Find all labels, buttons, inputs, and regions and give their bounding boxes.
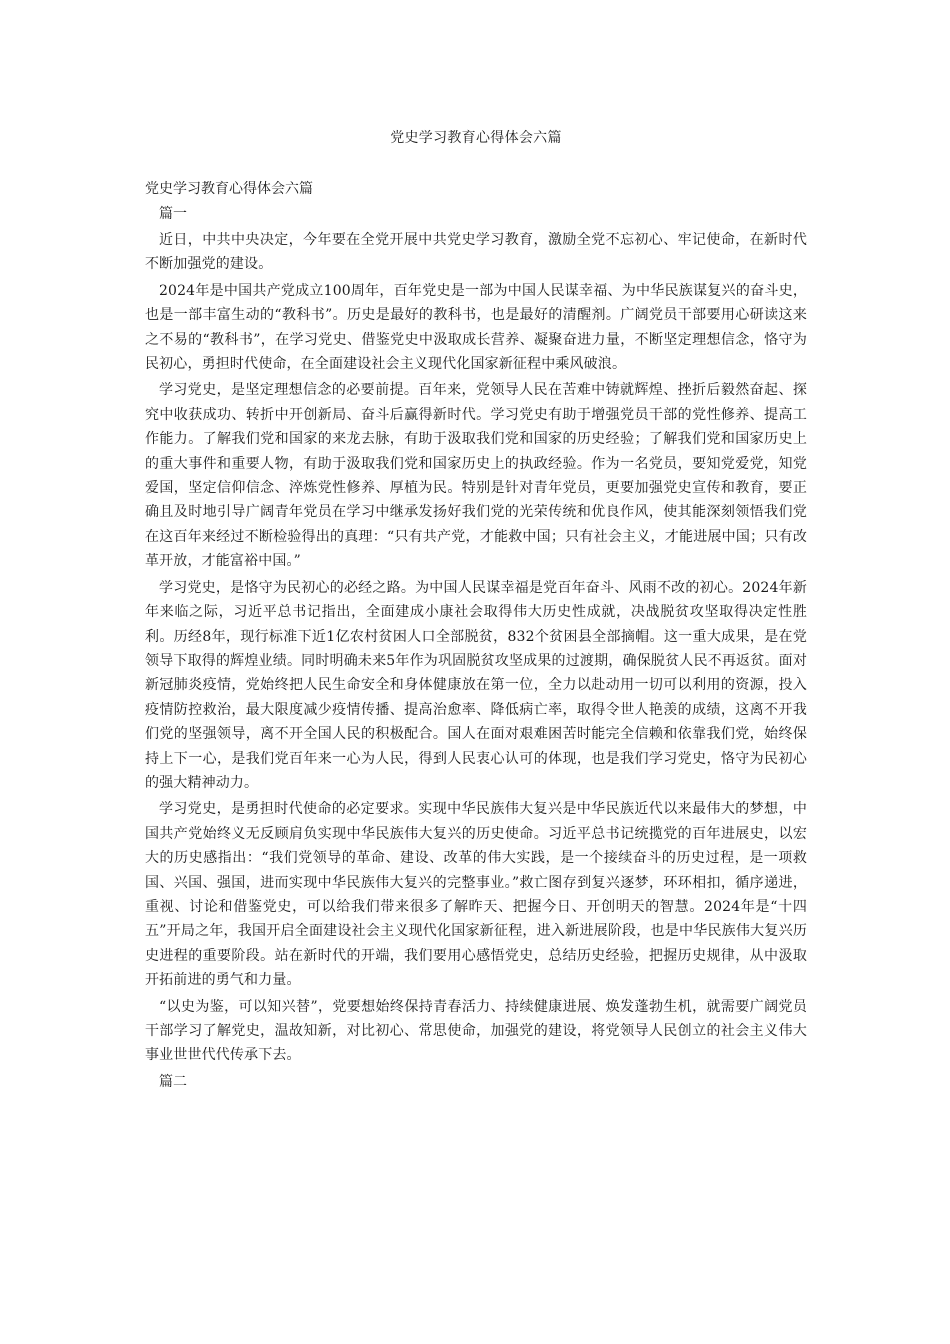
section-label-1: 篇一 [159, 206, 187, 222]
section-label-2: 篇二 [159, 1073, 187, 1090]
paragraph-3: 学习党史，是坚定理想信念的必要前提。百年来，党领导人民在苦难中铸就辉煌、挫折后毅然奋起、探究中收获成功、转折中开创新局、奋斗后赢得新时代。学习党史有助于增强党员干部的党性修养、提高工作能力。了解我们党和国家的来龙去脉，有助于汲取我们党和国家的历史经验；了解我们党和国家历史上的重大事件和重要人物，有助于汲取我们党和国家历史上的执政经验。作为一名党员，要知党爱党，知党爱国，坚定信仰信念、淬炼党性修养、厚植为民。特别是针对青年党员，更要加强党史宣传和教育，要正确且及时地引导广阔青年党员在学习中继承发扬好我们党的光荣传统和优良作风，使其能深刻领悟我们党在这百年来经过不断检验得出的真理：“只有共产党，才能救中国；只有社会主义，才能进展中国；只有改革开放，才能富裕中国。” [145, 382, 807, 570]
paragraph-2: 2024年是中国共产党成立100周年，百年党史是一部为中国人民谋幸福、为中华民族谋复兴的奋斗史，也是一部丰富生动的“教科书”。历史是最好的教科书，也是最好的清醒剂。广阔党员干部要用心研读这来之不易的“教科书”，在学习党史、借鉴党史中汲取成长营养、凝聚奋进力量，不断坚定理想信念，恪守为民初心，勇担时代使命，在全面建设社会主义现代化国家新征程中乘风破浪。 [145, 282, 807, 373]
paragraph-5: 学习党史，是勇担时代使命的必定要求。实现中华民族伟大复兴是中华民族近代以来最伟大的梦想，中国共产党始终义无反顾肩负实现中华民族伟大复兴的历史使命。习近平总书记统揽党的百年进展史，以宏大的历史感指出：“我们党领导的革命、建设、改革的伟大实践，是一个接续奋斗的历史过程，是一项救国、兴国、强国，进而实现中华民族伟大复兴的完整事业。”救亡图存到复兴逐梦，环环相扣，循序递进，重视、讨论和借鉴党史，可以给我们带来很多了解昨天、把握今日、开创明天的智慧。2024年是“十四五”开局之年，我国开启全面建设社会主义现代化国家新征程，进入新进展阶段，也是中华民族伟大复兴历史进程的重要阶段。站在新时代的开端，我们要用心感悟党史，总结历史经验，把握历史规律，从中汲取开拓前进的勇气和力量。 [145, 801, 807, 989]
paragraph-1: 近日，中共中央决定，今年要在全党开展中共党史学习教育，激励全党不忘初心、牢记使命，在新时代不断加强党的建设。 [145, 232, 807, 273]
paragraph-6: “以史为鉴，可以知兴替”，党要想始终保持青春活力、持续健康进展、焕发蓬勃生机，就需要广阔党员干部学习了解党史，温故知新，对比初心、常思使命，加强党的建设，将党领导人民创立的社会主义伟大事业世世代代传承下去。 [145, 998, 807, 1064]
document-subtitle: 党史学习教育心得体会六篇 [145, 181, 313, 197]
paragraph-4: 学习党史，是恪守为民初心的必经之路。为中国人民谋幸福是党百年奋斗、风雨不改的初心。2024年新年来临之际，习近平总书记指出，全面建成小康社会取得伟大历史性成就，决战脱贫攻坚取得决定性胜利。历经8年，现行标准下近1亿农村贫困人口全部脱贫，832个贫困县全部摘帽。这一重大成果，是在党领导下取得的辉煌业绩。同时明确未来5年作为巩固脱贫攻坚成果的过渡期，确保脱贫人民不再返贫。面对新冠肺炎疫情，党始终把人民生命安全和身体健康放在第一位，全力以赴动用一切可以利用的资源，投入疫情防控救治，最大限度减少疫情传播、提高治愈率、降低病亡率，取得令世人艳羡的成绩，这离不开我们党的坚强领导，离不开全国人民的积极配合。国人在面对艰难困苦时能完全信赖和依靠我们党，始终保持上下一心，是我们党百年来一心为人民，得到人民衷心认可的体现，也是我们学习党史，恪守为民初心的强大精神动力。 [145, 579, 807, 791]
document-title: 党史学习教育心得体会六篇 [390, 130, 562, 146]
document-page [145, 0, 807, 1095]
